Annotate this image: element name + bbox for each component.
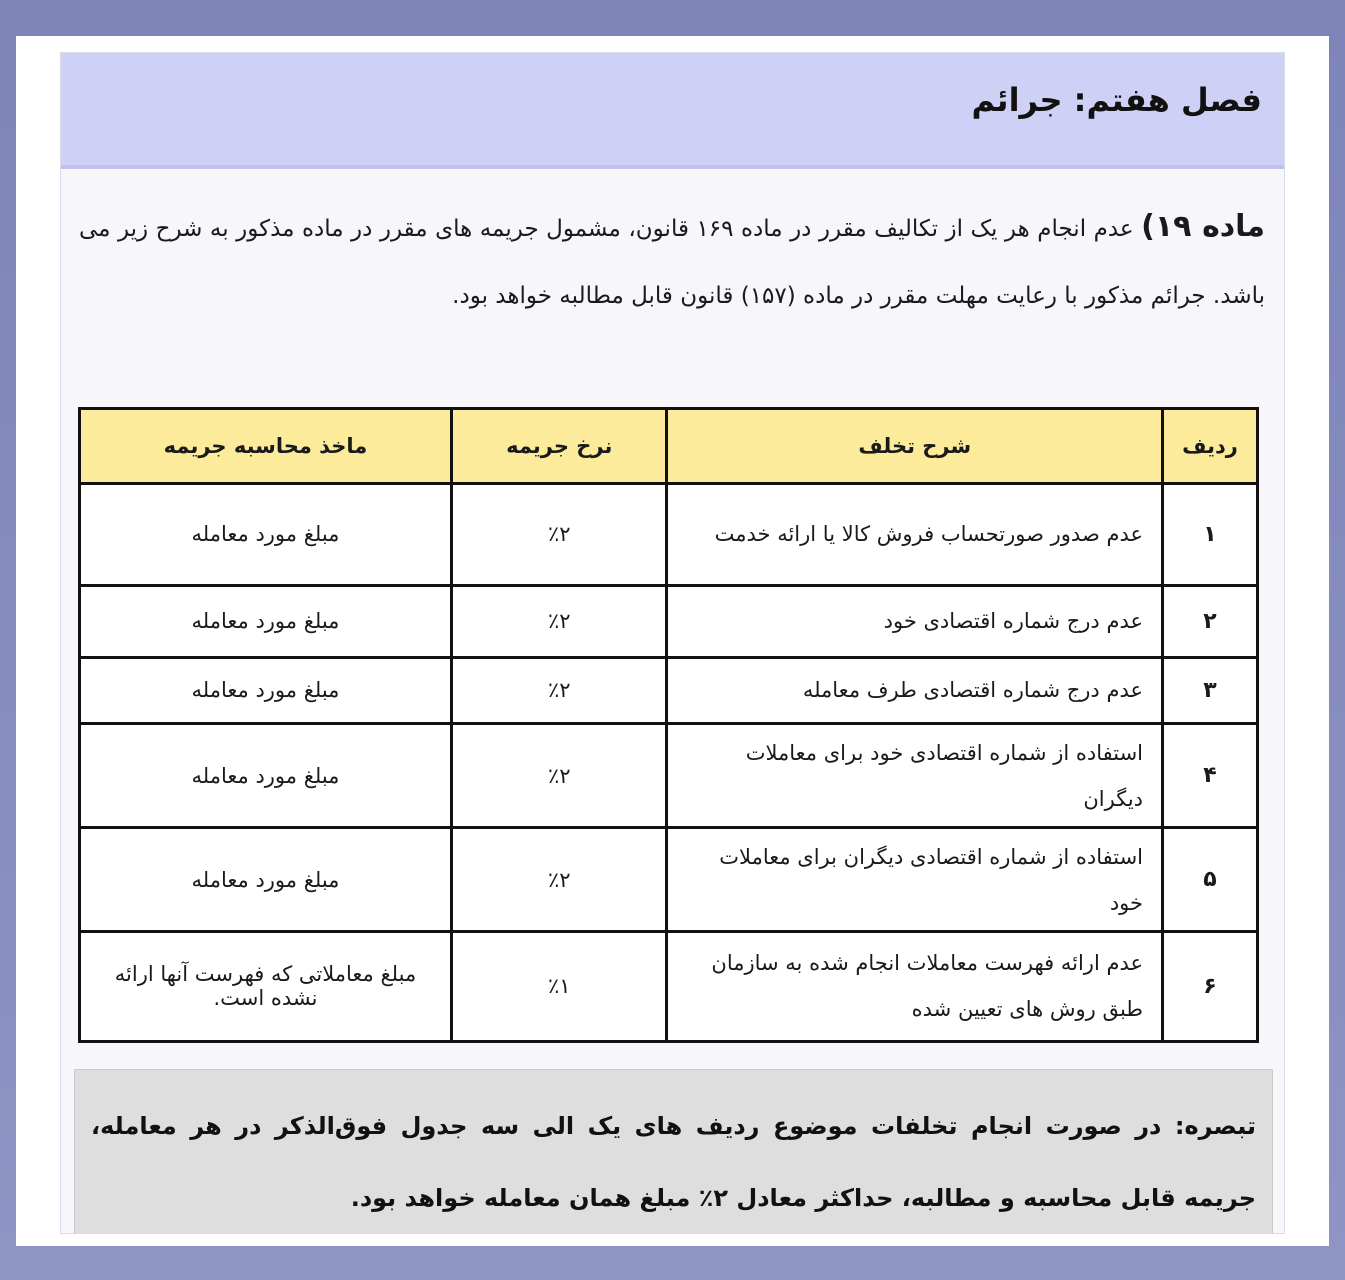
note-box xyxy=(74,1069,1273,1234)
fine-basis: مبلغ مورد معامله xyxy=(80,585,452,657)
fine-basis: مبلغ مورد معامله xyxy=(80,828,452,932)
header-violation: شرح تخلف xyxy=(667,409,1163,484)
violation-description: استفاده از شماره اقتصادی دیگران برای معاملات خود xyxy=(667,828,1163,932)
fine-rate: ٪۲ xyxy=(451,657,667,724)
fine-rate: ٪۱ xyxy=(451,931,667,1041)
violation-description: عدم درج شماره اقتصادی خود xyxy=(667,585,1163,657)
table-header-row xyxy=(80,409,1258,484)
row-number: ۳ xyxy=(1163,657,1258,724)
violation-description: استفاده از شماره اقتصادی خود برای معاملات دیگران xyxy=(667,724,1163,828)
article-label: ماده ۱۹) xyxy=(1141,209,1266,244)
header-row-number: ردیف xyxy=(1163,409,1258,484)
row-number: ۶ xyxy=(1163,931,1258,1041)
article-paragraph xyxy=(79,193,1265,330)
fine-rate: ٪۲ xyxy=(451,484,667,586)
fine-basis: مبلغ مورد معامله xyxy=(80,657,452,724)
violation-description: عدم صدور صورتحساب فروش کالا یا ارائه خدمت xyxy=(667,484,1163,586)
table-row xyxy=(80,657,1258,724)
row-number: ۵ xyxy=(1163,828,1258,932)
violation-description: عدم درج شماره اقتصادی طرف معامله xyxy=(667,657,1163,724)
fine-rate: ٪۲ xyxy=(451,585,667,657)
header-fine-rate: نرخ جریمه xyxy=(451,409,667,484)
note-text: تبصره: در صورت انجام تخلفات موضوع ردیف های یک الی سه جدول فوق‌الذکر در هر معامله، جریمه قابل محاسبه و مطالبه، حداکثر معادل ۲٪ مبلغ همان معامله خواهد بود. xyxy=(91,1112,1256,1212)
fine-basis: مبلغ مورد معامله xyxy=(80,724,452,828)
table-row xyxy=(80,931,1258,1041)
table-row xyxy=(80,484,1258,586)
fine-basis: مبلغ معاملاتی که فهرست آنها ارائه نشده است. xyxy=(80,931,452,1041)
article-text: عدم انجام هر یک از تکالیف مقرر در ماده ۱۶۹ قانون، مشمول جریمه های مقرر در ماده مذکور به شرح زیر می باشد. جرائم مذکور با رعایت مهلت مقرر در ماده (۱۵۷) قانون قابل مطالبه خواهد بود. xyxy=(79,216,1265,309)
table-row xyxy=(80,724,1258,828)
document-frame xyxy=(16,36,1329,1246)
row-number: ۲ xyxy=(1163,585,1258,657)
document-card xyxy=(60,52,1285,1234)
violation-description: عدم ارائه فهرست معاملات انجام شده به سازمان طبق روش های تعیین شده xyxy=(667,931,1163,1041)
chapter-title: فصل هفتم: جرائم xyxy=(971,81,1262,119)
header-fine-basis: ماخذ محاسبه جریمه xyxy=(80,409,452,484)
chapter-header xyxy=(61,53,1284,169)
row-number: ۴ xyxy=(1163,724,1258,828)
fine-rate: ٪۲ xyxy=(451,724,667,828)
fine-basis: مبلغ مورد معامله xyxy=(80,484,452,586)
fines-table xyxy=(78,407,1259,1043)
table-row xyxy=(80,585,1258,657)
table-row xyxy=(80,828,1258,932)
row-number: ۱ xyxy=(1163,484,1258,586)
fine-rate: ٪۲ xyxy=(451,828,667,932)
